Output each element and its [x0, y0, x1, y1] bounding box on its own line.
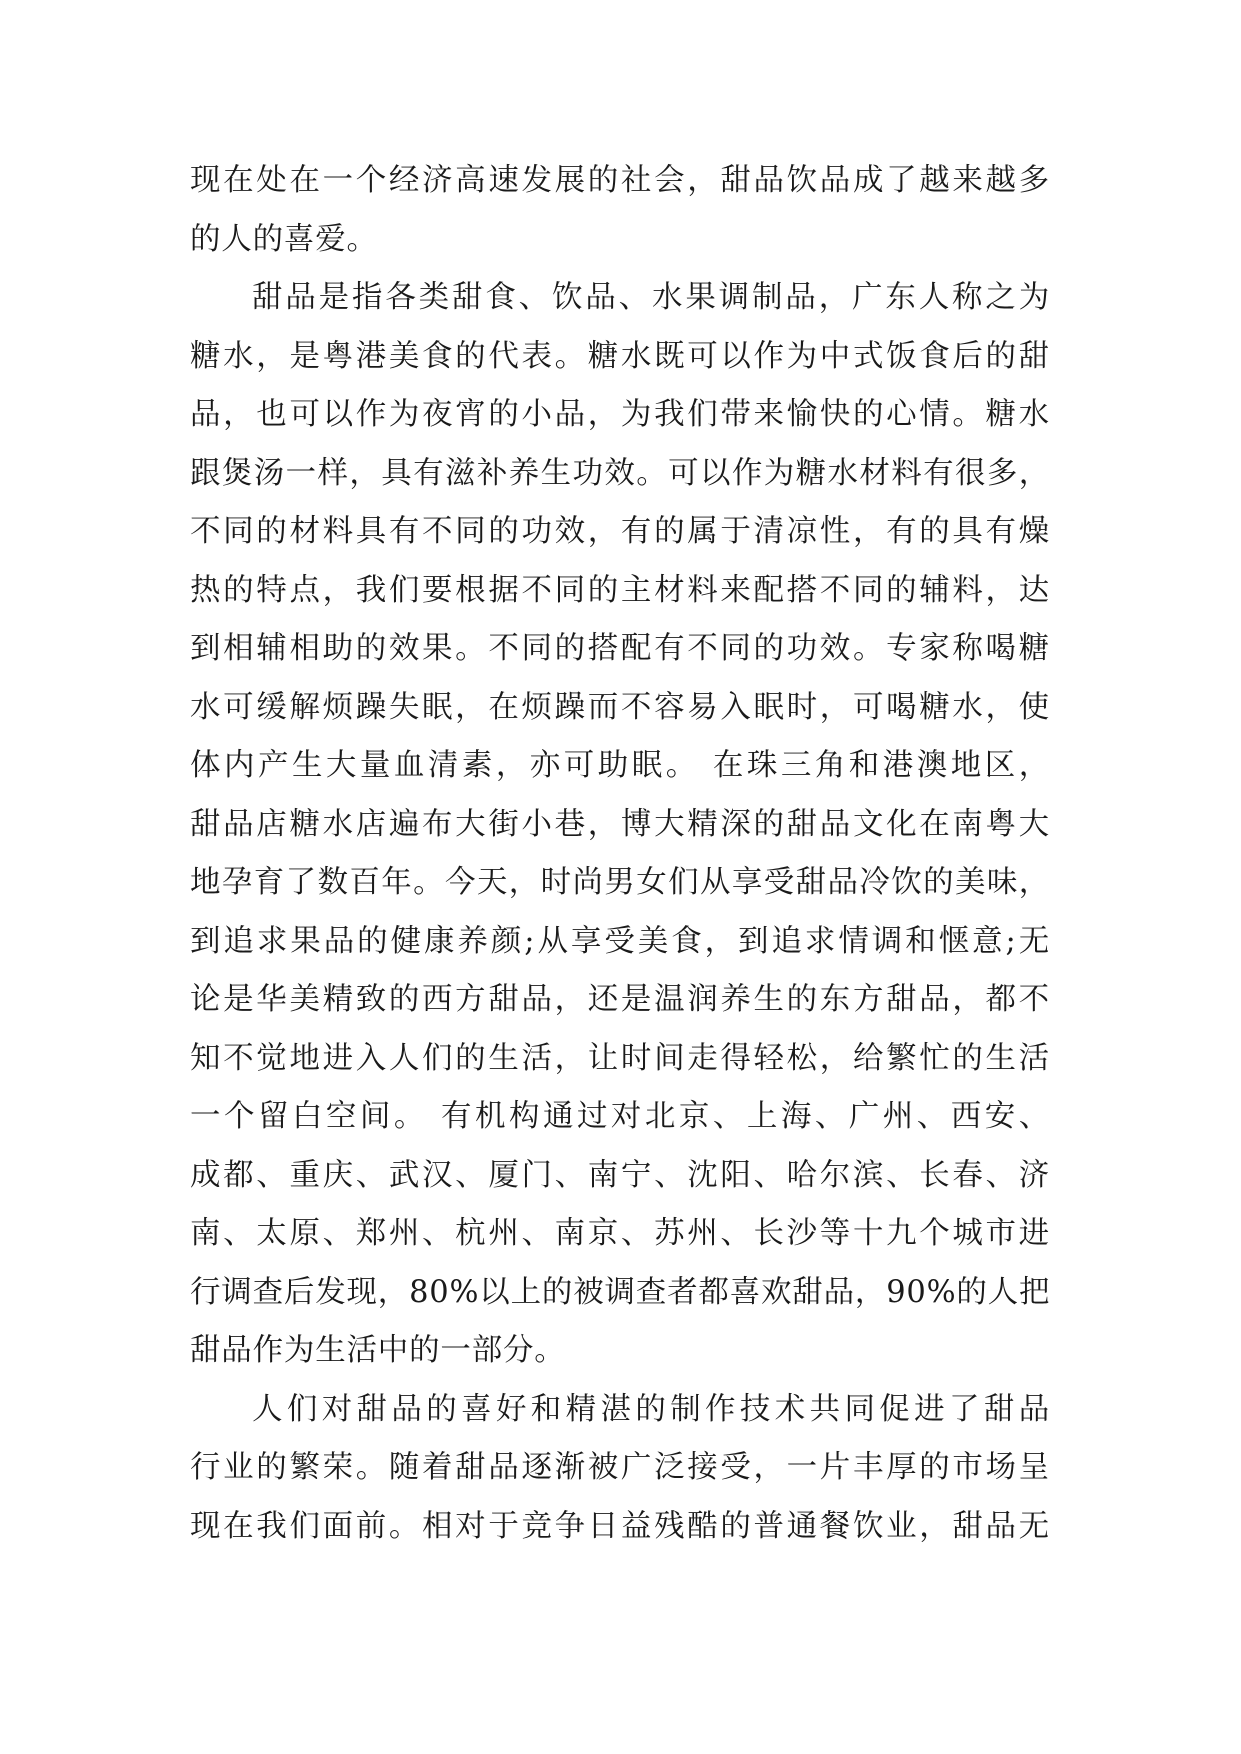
text-line: 品，也可以作为夜宵的小品，为我们带来愉快的心情。糖水 — [190, 397, 1050, 432]
text-line: 一个留白空间。 有机构通过对北京、上海、广州、西安、 — [190, 1099, 1050, 1134]
text-line: 南、太原、郑州、杭州、南京、苏州、长沙等十九个城市进 — [190, 1216, 1050, 1251]
text-line: 不同的材料具有不同的功效，有的属于清凉性，有的具有燥 — [190, 514, 1050, 549]
text-line: 论是华美精致的西方甜品，还是温润养生的东方甜品，都不 — [190, 982, 1050, 1017]
paragraph-1 — [190, 152, 1050, 269]
text-line: 人们对甜品的喜好和精湛的制作技术共同促进了甜品 — [252, 1391, 1050, 1427]
paragraph-2 — [190, 269, 1050, 1381]
text-line: 跟煲汤一样，具有滋补养生功效。可以作为糖水材料有很多， — [190, 455, 1050, 491]
text-line: 的人的喜爱。 — [190, 221, 378, 257]
text-line: 行业的繁荣。随着甜品逐渐被广泛接受，一片丰厚的市场呈 — [190, 1450, 1050, 1485]
text-line: 到相辅相助的效果。不同的搭配有不同的功效。专家称喝糖 — [190, 631, 1050, 666]
text-line: 行调查后发现，80%以上的被调查者都喜欢甜品，90%的人把 — [190, 1274, 1051, 1310]
text-line: 成都、重庆、武汉、厦门、南宁、沈阳、哈尔滨、长春、济 — [190, 1157, 1050, 1193]
text-line: 热的特点，我们要根据不同的主材料来配搭不同的辅料，达 — [190, 572, 1050, 608]
text-line: 糖水，是粤港美食的代表。糖水既可以作为中式饭食后的甜 — [190, 338, 1050, 374]
text-line: 体内产生大量血清素，亦可助眠。 在珠三角和港澳地区， — [190, 748, 1050, 783]
text-line: 水可缓解烦躁失眠，在烦躁而不容易入眠时，可喝糖水，使 — [190, 689, 1050, 725]
text-line: 现在处在一个经济高速发展的社会，甜品饮品成了越来越多 — [190, 163, 1050, 198]
text-line: 甜品是指各类甜食、饮品、水果调制品，广东人称之为 — [252, 280, 1050, 315]
text-line: 甜品店糖水店遍布大街小巷，博大精深的甜品文化在南粤大 — [190, 806, 1050, 842]
text-line: 现在我们面前。相对于竞争日益残酷的普通餐饮业，甜品无 — [190, 1508, 1050, 1544]
text-line: 地孕育了数百年。今天，时尚男女们从享受甜品冷饮的美味， — [190, 865, 1050, 900]
text-line: 到追求果品的健康养颜;从享受美食，到追求情调和惬意;无 — [190, 923, 1050, 959]
text-line: 甜品作为生活中的一部分。 — [190, 1333, 566, 1368]
paragraph-3 — [190, 1381, 1050, 1557]
body-text — [190, 152, 1050, 1556]
text-line: 知不觉地进入人们的生活，让时间走得轻松，给繁忙的生活 — [190, 1040, 1050, 1076]
